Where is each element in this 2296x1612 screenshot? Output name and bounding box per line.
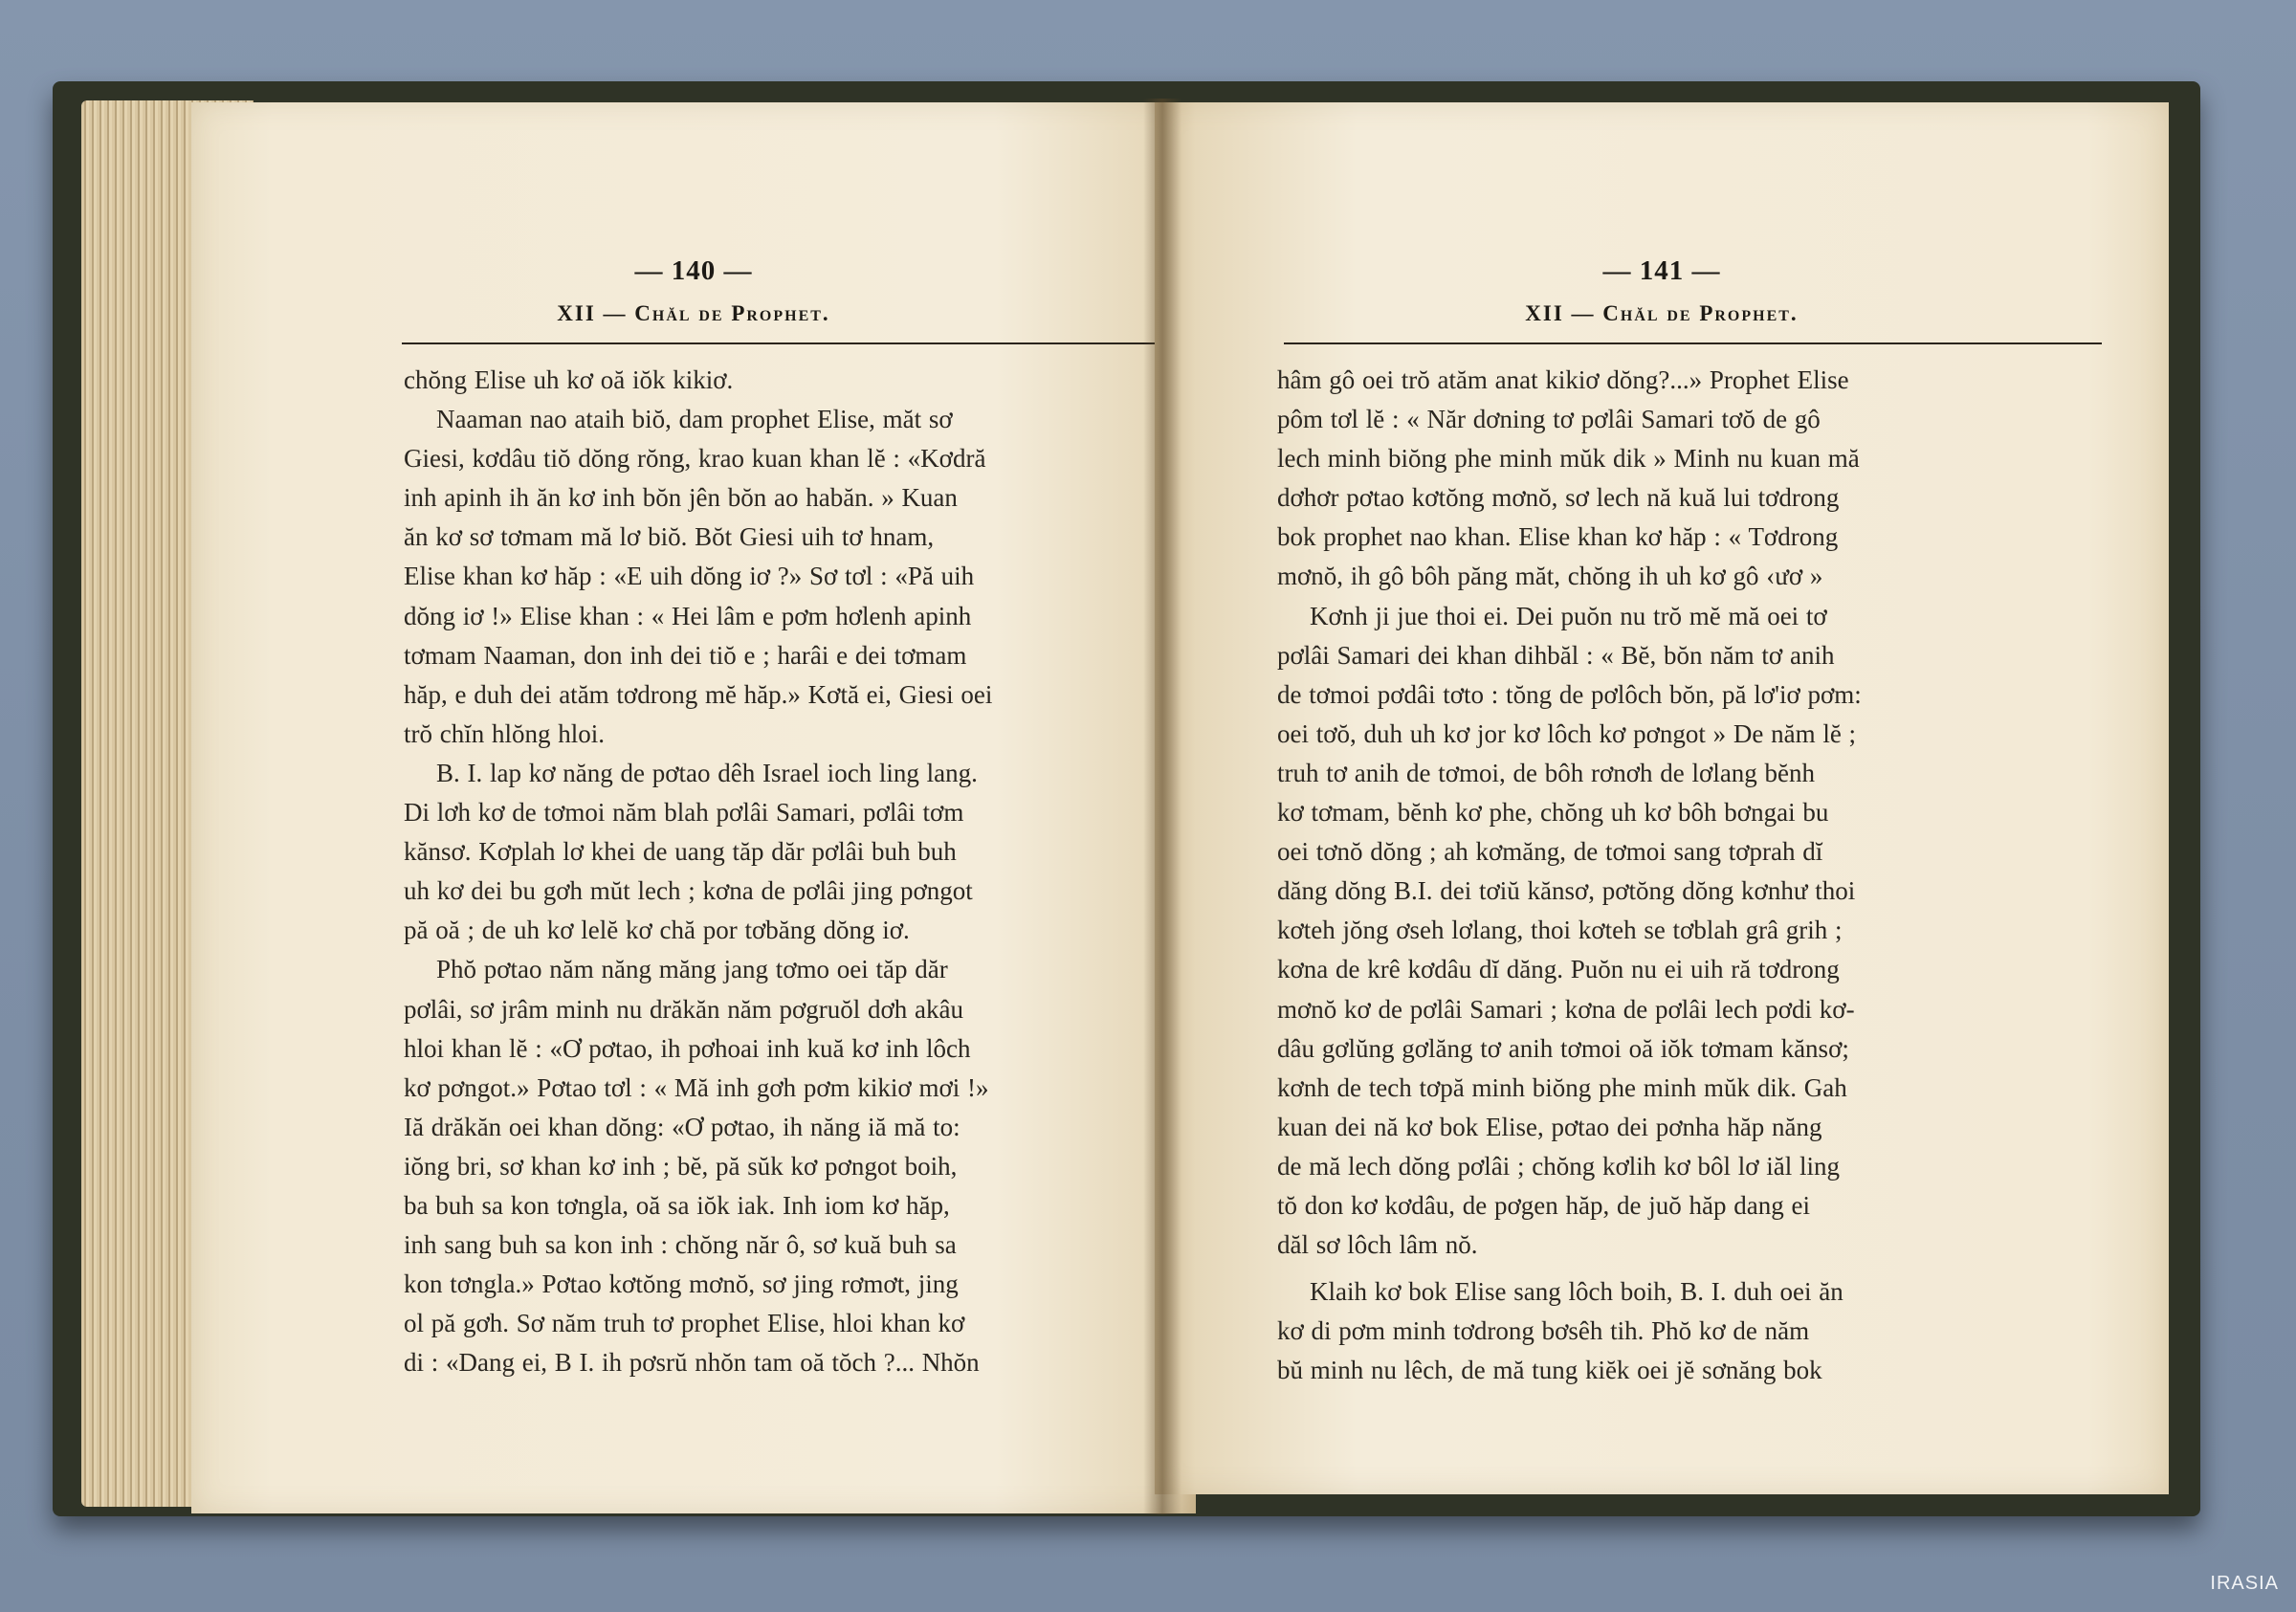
running-head: XII — Chăl de Prophet. [557,301,830,325]
text-line: Di lơh kơ de tơmoi năm blah pơlâi Samari, pơlâi tơm [404,798,964,828]
text-line: kơ di pơm minh tơdrong bơsêh tih. Phŏ kơ de năm [1277,1316,1810,1346]
text-line: uh kơ dei bu gơh mŭt lech ; kơna de pơlâi jing pơngot [404,876,973,906]
text-line: Klaih kơ bok Elise sang lôch boih, B. I. duh oei ăn [1310,1277,1843,1307]
text-line: Elise khan kơ hăp : «E uih dŏng iơ ?» Sơ tơl : «Pă uih [404,562,975,591]
text-line: truh tơ anih de tơmoi, de bôh rơnơh de lơlang bĕnh [1277,758,1816,787]
text-line: dŏng iơ !» Elise khan : « Hei lâm e pơm hơlenh apinh [404,601,972,630]
text-line: kơ tơmam, bĕnh kơ phe, chŏng uh kơ bôh bơngai bu [1277,798,1829,828]
text-line: kơna de krê kơdâu dĭ dăng. Puŏn nu ei uih ră tơdrong [1277,955,1840,984]
text-line: mơnŏ kơ de pơlâi Samari ; kơna de pơlâi lech pơdi kơ- [1277,994,1855,1024]
text-line: hăp, e duh dei atăm tơdrong mĕ hăp.» Kơtă ei, Giesi oei [404,679,993,709]
text-line: Phŏ pơtao năm năng măng jang tơmo oei tăp dăr [436,955,948,984]
text-line: dơhơr pơtao kơtŏng mơnŏ, sơ lech nă kuă lui tơdrong [1277,483,1840,513]
watermark-logo: IRASIA [2210,1573,2279,1594]
text-line: kon tơngla.» Pơtao kơtŏng mơnŏ, sơ jing rơmơt, jing [404,1270,959,1299]
text-line: kuan dei nă kơ bok Elise, pơtao dei pơnha hăp năng [1277,1112,1822,1141]
text-line: trŏ chĭn hlŏng hloi. [404,718,605,748]
text-line: Giesi, kơdâu tiŏ dŏng rŏng, krao kuan khan lĕ : «Kơdră [404,444,986,474]
text-line: Naaman nao ataih biŏ, dam prophet Elise, măt sơ [436,405,953,434]
text-line: dâu gơlŭng gơlăng tơ anih tơmoi oă iŏk tơmam kănsơ; [1277,1033,1849,1063]
book-gutter [1143,99,1181,1514]
page-number: — 140 — [634,255,753,286]
text-line: pă oă ; de uh kơ lelĕ kơ chă por tơbăng dŏng iơ. [404,916,910,945]
text-line: bŭ minh nu lêch, de mă tung kiĕk oei jĕ sơnăng bok [1277,1356,1822,1385]
text-line: bok prophet nao khan. Elise khan kơ hăp : « Tơdrong [1277,522,1839,552]
text-line: chŏng Elise uh kơ oă iŏk kikiơ. [404,365,734,394]
body-text [1277,361,2100,1390]
text-line: pơlâi, sơ jrâm minh nu drăkăn năm pơgruŏl dơh akâu [404,994,963,1024]
text-line: dăl sơ lôch lâm nŏ. [1277,1230,1478,1260]
text-line: ol pă gơh. Sơ năm truh tơ prophet Elise, hloi khan kơ [404,1309,965,1338]
text-line: pôm tơl lĕ : « Năr dơning tơ pơlâi Samari tơŏ de gô [1277,405,1821,434]
text-line: Iă drăkăn oei khan dŏng: «Ơ pơtao, ih năng iă mă to: [404,1112,960,1141]
left-page [191,102,1196,1513]
open-book [53,81,2200,1516]
text-line: lech minh biŏng phe minh mŭk dik » Minh nu kuan mă [1277,444,1860,474]
text-line: pơlâi Samari dei khan dihbăl : « Bĕ, bŏn năm tơ anih [1277,640,1835,670]
text-line: oei tơnŏ dŏng ; ah kơmăng, de tơmoi sang tơprah dĭ [1277,837,1823,867]
text-line: de mă lech dŏng pơlâi ; chŏng kơlih kơ bôl lơ iăl ling [1277,1151,1841,1181]
right-page [1155,102,2169,1494]
text-line: B. I. lap kơ năng de pơtao dêh Israel ioch ling lang. [436,758,978,787]
text-line: oei tơŏ, duh uh kơ jor kơ lôch kơ pơngot » De năm lĕ ; [1277,718,1857,748]
text-line: mơnŏ, ih gô bôh păng măt, chŏng ih uh kơ gô ‹ươ » [1277,562,1823,591]
body-text [404,361,1188,1382]
text-line: kơnh de tech tơpă minh biŏng phe minh mŭk dik. Gah [1277,1072,1847,1102]
text-line: ăn kơ sơ tơmam mă lơ biŏ. Bŏt Giesi uih tơ hnam, [404,522,935,552]
header-rule [402,342,1181,344]
header-rule [1284,342,2102,344]
text-line: iŏng bri, sơ khan kơ inh ; bĕ, pă sŭk kơ pơngot boih, [404,1151,958,1181]
text-line: kơ pơngot.» Pơtao tơl : « Mă inh gơh pơm kikiơ mơi !» [404,1072,989,1102]
text-line: hâm gô oei trŏ atăm anat kikiơ dŏng?...» Prophet Elise [1277,365,1849,394]
text-line: ba buh sa kon tơngla, oă sa iŏk iak. Inh iom kơ hăp, [404,1190,950,1220]
text-line: tơmam Naaman, don inh dei tiŏ e ; harâi e dei tơmam [404,640,967,670]
page-number: — 141 — [1602,255,1721,286]
text-line: de tơmoi pơdâi tơto : tŏng de pơlôch bŏn, pă lơ'iơ pơm: [1277,679,1862,709]
text-line: hloi khan lĕ : «Ơ pơtao, ih pơhoai inh kuă kơ inh lôch [404,1033,971,1063]
text-line: kơteh jŏng ơseh lơlang, thoi kơteh se tơblah grâ grih ; [1277,916,1843,945]
text-line: tŏ don kơ kơdâu, de pơgen hăp, de juŏ hăp dang ei [1277,1190,1810,1220]
text-line: kănsơ. Kơplah lơ khei de uang tăp dăr pơlâi buh buh [404,837,957,867]
text-line: inh apinh ih ăn kơ inh bŏn jên bŏn ao habăn. » Kuan [404,483,958,513]
text-line: inh sang buh sa kon inh : chŏng năr ô, sơ kuă buh sa [404,1230,957,1260]
text-line: dăng dŏng B.I. dei tơiŭ kănsơ, pơtŏng dŏng kơnhư thoi [1277,876,1856,906]
text-line: di : «Dang ei, B I. ih pơsrŭ nhŏn tam oă tŏch ?... Nhŏn [404,1348,980,1378]
text-line: Kơnh ji jue thoi ei. Dei puŏn nu trŏ mĕ mă oei tơ [1310,601,1827,630]
running-head: XII — Chăl de Prophet. [1525,301,1799,325]
